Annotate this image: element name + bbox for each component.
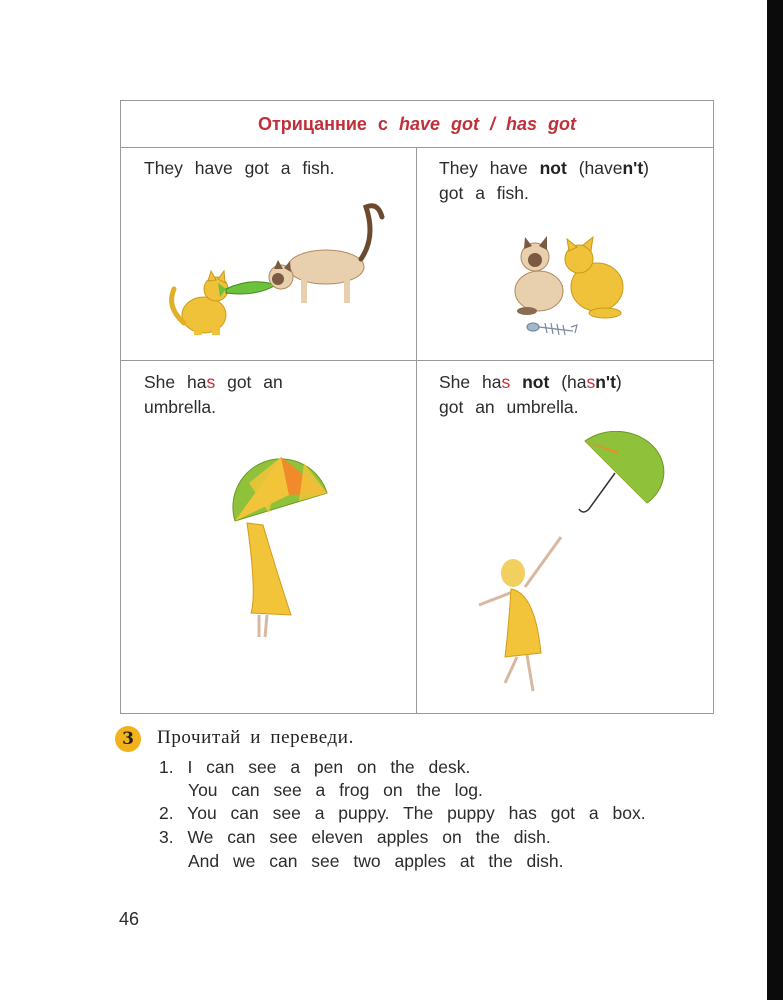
cats-fish-bone-illustration [497, 229, 657, 349]
page-edge [767, 0, 783, 1000]
cats-with-fish-illustration [156, 197, 396, 347]
cell-has-got: She has got an umbrella. [121, 361, 417, 713]
exercise-line: You can see a frog on the log. [188, 780, 483, 800]
cell-have-not-got: They have not (haven't) got a fish. [417, 147, 713, 361]
table-header: Отрицанние с have got / has got [121, 101, 713, 148]
exercise-line: 2. You can see a puppy. The puppy has got a box. [159, 803, 646, 823]
exercise-title: Прочитай и переведи. [157, 727, 354, 748]
exercise-line: And we can see two apples at the dish. [188, 851, 564, 871]
cell-have-got [121, 147, 417, 361]
girl-reaching-illustration [475, 533, 585, 703]
page-number: 46 [119, 909, 140, 929]
girl-with-umbrella-illustration [229, 443, 339, 643]
grammar-table [120, 100, 714, 714]
cell-text: They have got a fish. [144, 158, 335, 178]
exercise-line: 3. We can see eleven apples on the dish. [159, 827, 551, 847]
exercise-number-badge: 3 [115, 726, 141, 752]
cell-has-not-got: She has not (hasn't) got an umbrella. [417, 361, 713, 713]
flying-umbrella-illustration [577, 431, 667, 521]
exercise-line: 1. I can see a pen on the desk. [159, 757, 471, 777]
